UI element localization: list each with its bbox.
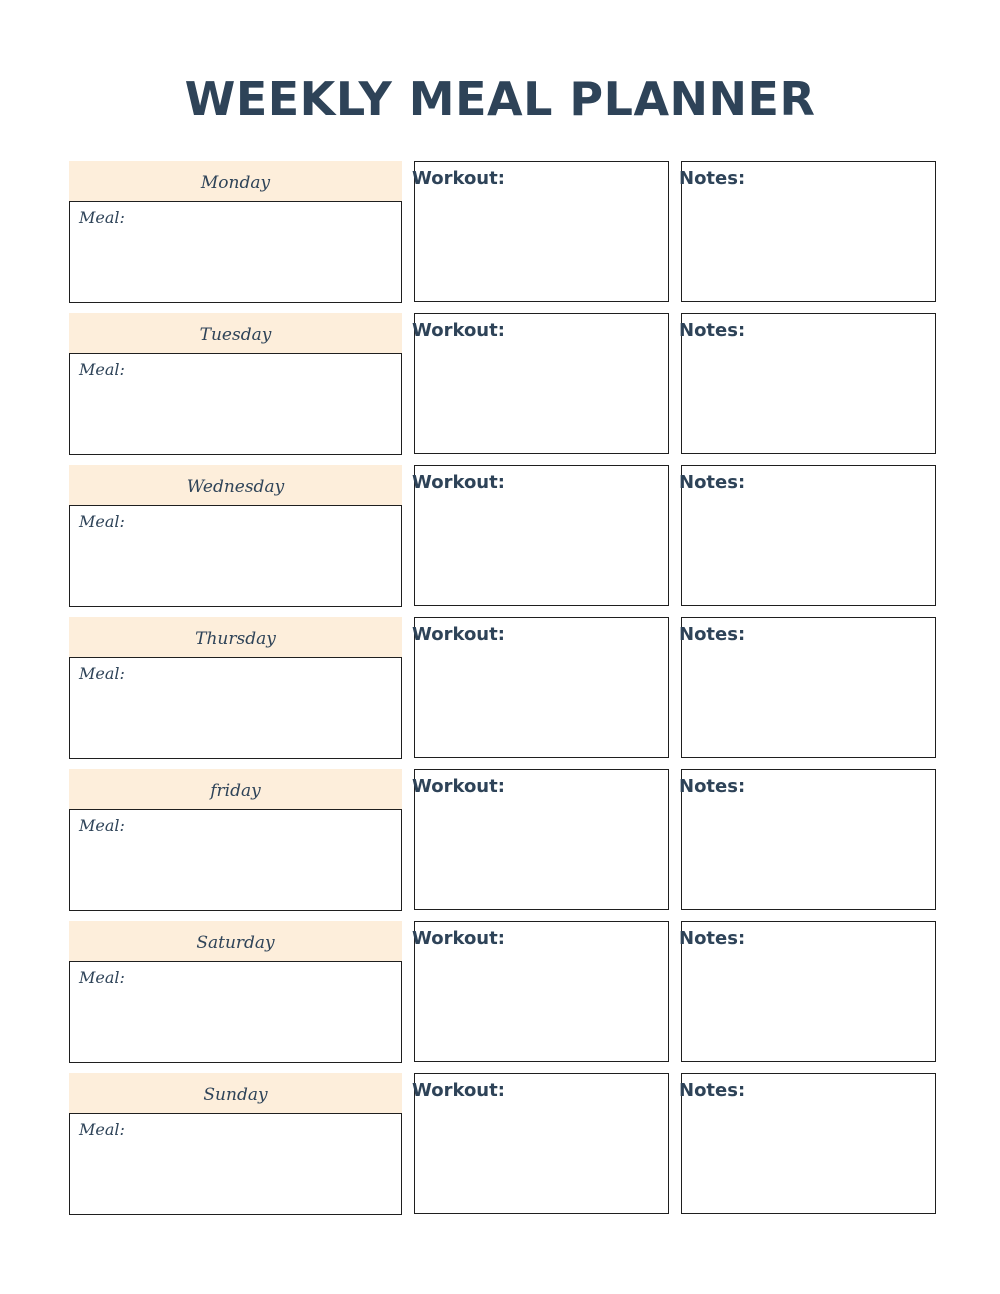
workout-box[interactable] (414, 313, 669, 454)
meal-box[interactable] (69, 505, 402, 607)
day-row-saturday (0, 921, 1000, 1066)
workout-label: Workout: (412, 168, 505, 189)
notes-box[interactable] (681, 161, 936, 302)
notes-label: Notes: (679, 320, 746, 341)
workout-box[interactable] (414, 161, 669, 302)
workout-box[interactable] (414, 617, 669, 758)
notes-label: Notes: (679, 624, 746, 645)
day-row-wednesday (0, 465, 1000, 610)
workout-label: Workout: (412, 624, 505, 645)
notes-box[interactable] (681, 313, 936, 454)
notes-label: Notes: (679, 928, 746, 949)
day-header: Monday (69, 161, 402, 201)
day-header: friday (69, 769, 402, 809)
meal-box[interactable] (69, 201, 402, 303)
day-header: Tuesday (69, 313, 402, 353)
meal-box[interactable] (69, 657, 402, 759)
workout-box[interactable] (414, 1073, 669, 1214)
workout-box[interactable] (414, 465, 669, 606)
workout-label: Workout: (412, 776, 505, 797)
meal-label: Meal: (79, 664, 125, 683)
meal-label: Meal: (79, 968, 125, 987)
meal-label: Meal: (79, 360, 125, 379)
meal-label: Meal: (79, 512, 125, 531)
workout-box[interactable] (414, 921, 669, 1062)
meal-box[interactable] (69, 1113, 402, 1215)
notes-box[interactable] (681, 1073, 936, 1214)
meal-box[interactable] (69, 961, 402, 1063)
meal-label: Meal: (79, 208, 125, 227)
workout-label: Workout: (412, 472, 505, 493)
day-row-friday (0, 769, 1000, 914)
day-header: Sunday (69, 1073, 402, 1113)
notes-label: Notes: (679, 776, 746, 797)
workout-box[interactable] (414, 769, 669, 910)
day-header: Thursday (69, 617, 402, 657)
workout-label: Workout: (412, 928, 505, 949)
day-header: Wednesday (69, 465, 402, 505)
meal-label: Meal: (79, 1120, 125, 1139)
workout-label: Workout: (412, 320, 505, 341)
meal-label: Meal: (79, 816, 125, 835)
notes-label: Notes: (679, 1080, 746, 1101)
day-row-sunday (0, 1073, 1000, 1218)
notes-box[interactable] (681, 617, 936, 758)
day-header: Saturday (69, 921, 402, 961)
meal-box[interactable] (69, 809, 402, 911)
notes-label: Notes: (679, 472, 746, 493)
notes-label: Notes: (679, 168, 746, 189)
day-row-thursday (0, 617, 1000, 762)
meal-box[interactable] (69, 353, 402, 455)
notes-box[interactable] (681, 921, 936, 1062)
workout-label: Workout: (412, 1080, 505, 1101)
day-row-tuesday (0, 313, 1000, 458)
page-title: WEEKLY MEAL PLANNER (184, 72, 816, 126)
notes-box[interactable] (681, 769, 936, 910)
day-row-monday (0, 161, 1000, 306)
notes-box[interactable] (681, 465, 936, 606)
